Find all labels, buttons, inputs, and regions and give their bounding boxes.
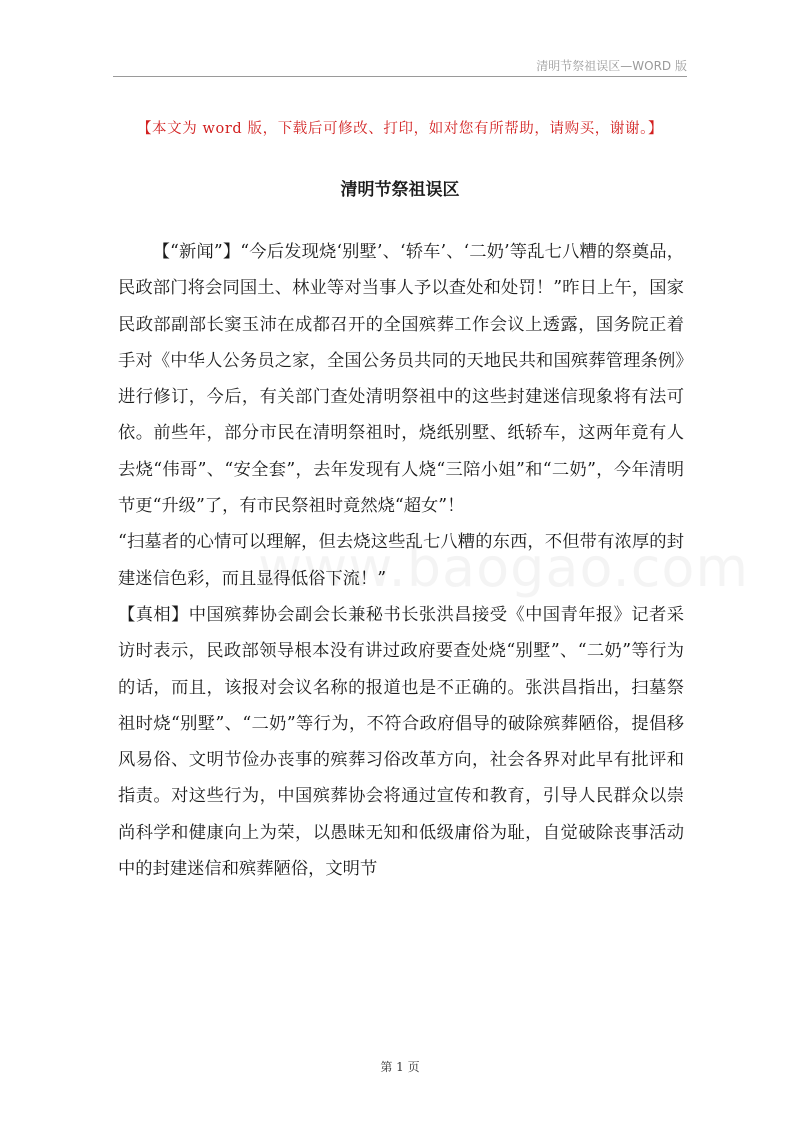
document-body <box>118 234 684 887</box>
download-notice: 【本文为 word 版，下载后可修改、打印，如对您有所帮助，请购买，谢谢。】 <box>136 121 664 137</box>
document-title: 清明节祭祖误区 <box>340 180 460 200</box>
header-rule <box>113 76 687 77</box>
page-number: 第 1 页 <box>380 1060 420 1074</box>
paragraph-news: 【“新闻”】“今后发现烧‘别墅’、‘轿车’、‘二奶’等乱七八糟的祭奠品，民政部门将会同国土、林业等对当事人予以查处和处罚！”昨日上午，国家民政部副部长窦玉沛在成都召开的全国殡葬工作会议上透露，国务院正着手对《中华人公务员之家，全国公务员共同的天地民共和国殡葬管理条例》进行修订，今后，有关部门查处清明祭祖中的这些封建迷信现象将有法可依。前些年，部分市民在清明祭祖时，烧纸别墅、纸轿车，这两年竟有人去烧“伟哥”、“安全套”，去年发现有人烧“三陪小姐”和“二奶”，今年清明节更“升级”了，有市民祭祖时竟然烧“超女”！ <box>118 242 684 517</box>
paragraph-truth: 【真相】中国殡葬协会副会长兼秘书长张洪昌接受《中国青年报》记者采访时表示，民政部领导根本没有讲过政府要查处烧“别墅”、“二奶”等行为的话，而且，该报对会议名称的报道也是不正确的。张洪昌指出，扫墓祭祖时烧“别墅”、“二奶”等行为，不符合政府倡导的破除殡葬陋俗，提倡移风易俗、文明节俭办丧事的殡葬习俗改革方向，社会各界对此早有批评和指责。对这些行为，中国殡葬协会将通过宣传和教育，引导人民群众以崇尚科学和健康向上为荣，以愚昧无知和低级庸俗为耻，自觉破除丧事活动中的封建迷信和殡葬陋俗，文明节 <box>118 604 684 880</box>
running-header: 清明节祭祖误区—WORD 版 <box>536 59 687 73</box>
paragraph-quote: “扫墓者的心情可以理解，但去烧这些乱七八糟的东西，不但带有浓厚的封建迷信色彩，而且显得低俗下流！” <box>118 532 684 589</box>
